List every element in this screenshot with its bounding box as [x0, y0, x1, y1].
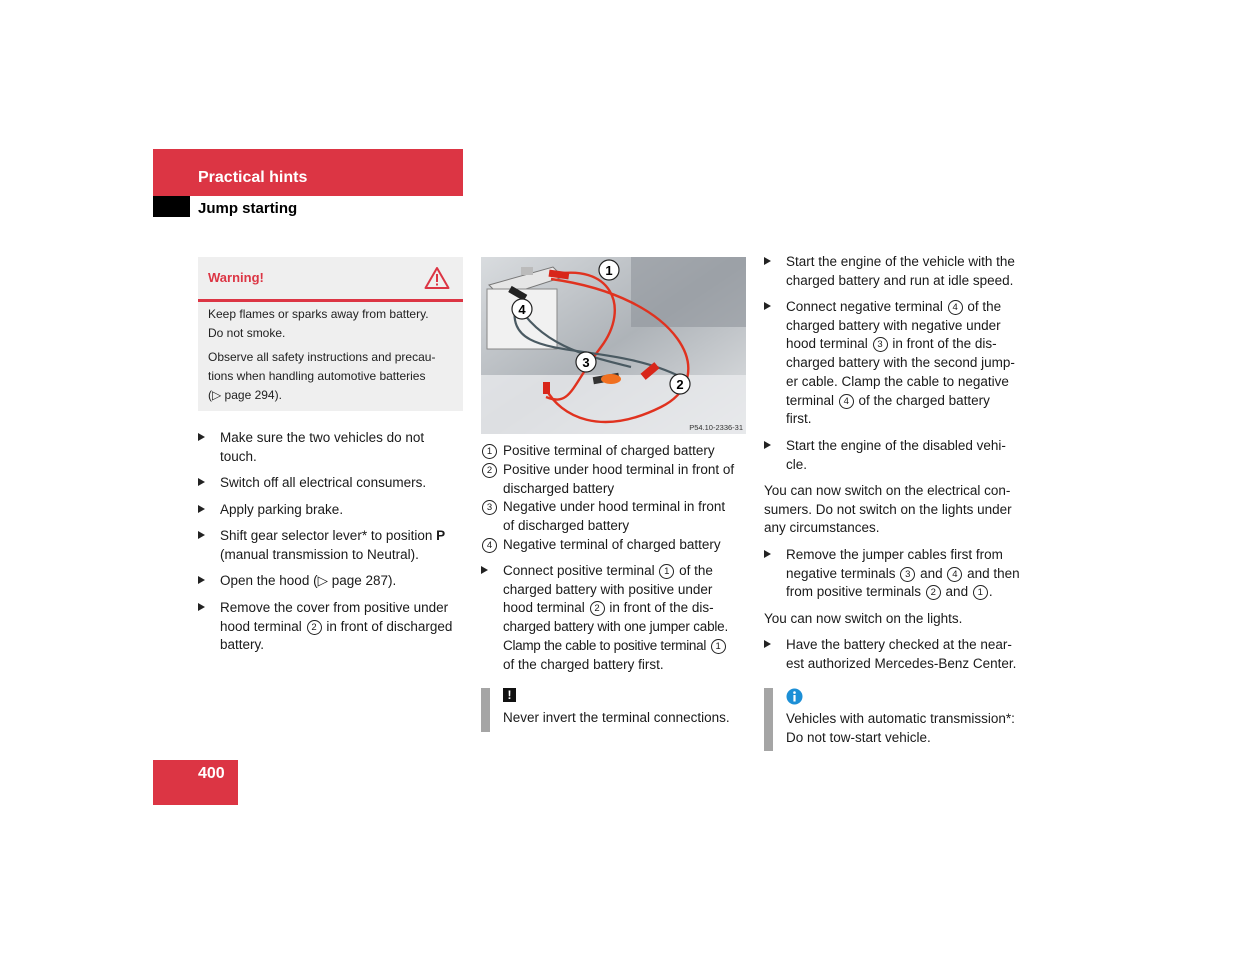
bullet-arrow-icon	[764, 257, 771, 265]
bullet-arrow-icon	[198, 603, 205, 611]
bullet-arrow-icon	[764, 640, 771, 648]
paragraph: You can now switch on the lights.	[764, 611, 963, 626]
page-number-box	[153, 760, 238, 805]
warning-header	[198, 257, 463, 302]
warning-text-2: Observe all safety instructions and precau- tions when handling automotive batteries (▷ page 294).	[208, 350, 436, 402]
warning-title: Warning!	[208, 270, 264, 285]
bullet-arrow-icon	[198, 576, 205, 584]
callout-1: 1	[605, 263, 613, 278]
section-title: Practical hints	[198, 169, 308, 186]
info-icon	[786, 688, 803, 705]
page-number: 400	[198, 765, 225, 782]
bullet-arrow-icon	[481, 566, 488, 574]
subsection-title: Jump starting	[198, 200, 298, 217]
note-text: Never invert the terminal connections.	[503, 710, 730, 725]
paragraph: You can now switch on the electrical con- sumers. Do not switch on the lights under any circumstances.	[764, 483, 1012, 536]
callout-4: 4	[518, 302, 526, 317]
caution-icon: !	[503, 688, 516, 702]
warning-box	[198, 257, 463, 411]
bullet-arrow-icon	[198, 531, 205, 539]
bullet-arrow-icon	[764, 302, 771, 310]
bullet-arrow-icon	[764, 441, 771, 449]
note-bar	[481, 688, 490, 732]
warning-text-1: Keep flames or sparks away from battery. Do not smoke.	[208, 307, 429, 340]
info-text: Vehicles with automatic transmission*: Do not tow-start vehicle.	[786, 711, 1015, 745]
bullet-arrow-icon	[198, 478, 205, 486]
callout-3: 3	[582, 355, 590, 370]
subsection-marker	[153, 196, 190, 217]
jump-start-illustration	[481, 257, 746, 434]
info-bar	[764, 688, 773, 751]
warning-triangle-icon	[424, 266, 450, 290]
bullet-arrow-icon	[764, 550, 771, 558]
image-code: P54.10-2336-31	[689, 423, 743, 432]
bullet-arrow-icon	[198, 505, 205, 513]
bullet-arrow-icon	[198, 433, 205, 441]
callout-2: 2	[676, 377, 684, 392]
engine-bay-image	[481, 257, 746, 434]
